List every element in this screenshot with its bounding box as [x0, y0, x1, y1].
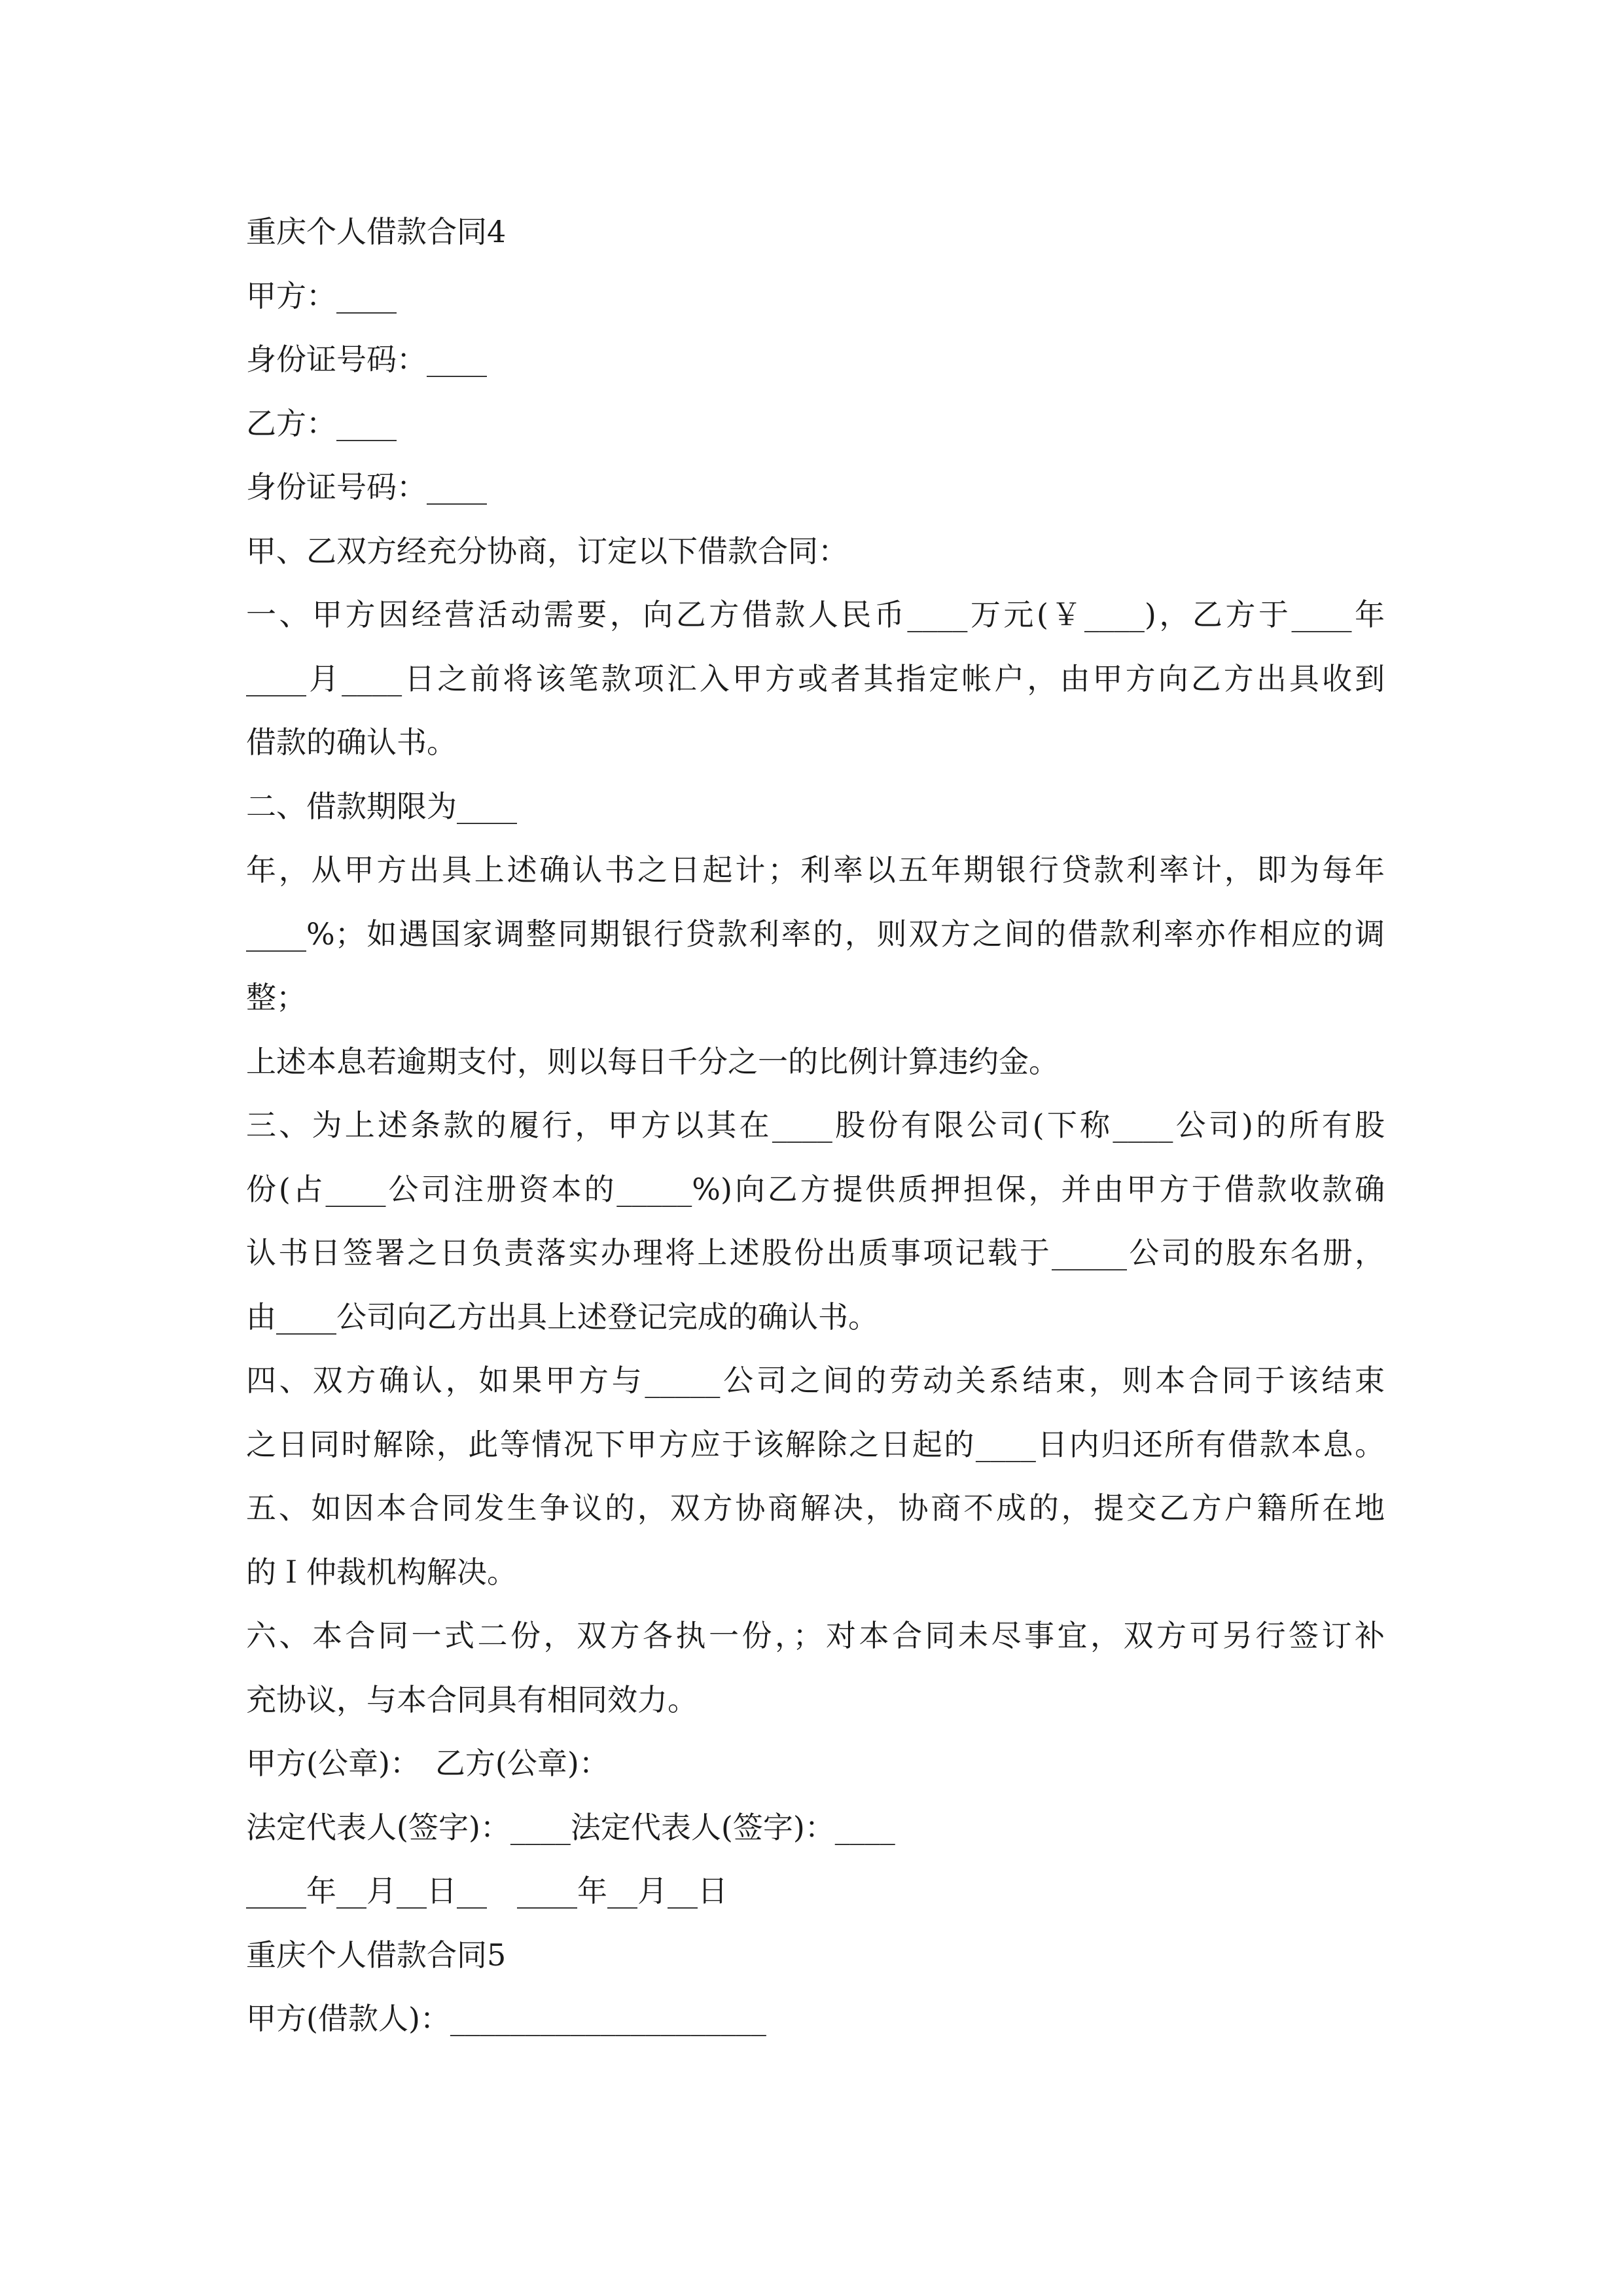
clause-3-line-2: 份(占____公司注册资本的_____%)向乙方提供质押担保，并由甲方于借款收款确	[246, 1171, 1385, 1207]
clause-1-line-1: 一、甲方因经营活动需要，向乙方借款人民币____万元(￥____)，乙方于____年	[246, 597, 1385, 632]
clause-2-line-4: 整；	[246, 980, 306, 1015]
party-b-id-line: 身份证号码：____	[246, 469, 487, 505]
contract-title-4: 重庆个人借款合同4	[246, 214, 507, 249]
clause-3-line-3: 认书日签署之日负责落实办理将上述股份出质事项记载于_____公司的股东名册，	[246, 1235, 1385, 1270]
contract-title-5: 重庆个人借款合同5	[246, 1937, 507, 1973]
seal-line: 甲方(公章)： 乙方(公章)：	[246, 1746, 609, 1781]
clause-4-line-1: 四、双方确认，如果甲方与_____公司之间的劳动关系结束，则本合同于该结束	[246, 1363, 1385, 1398]
signature-line: 法定代表人(签字)：____法定代表人(签字)：____	[246, 1809, 895, 1845]
clause-3-line-4: 由____公司向乙方出具上述登记完成的确认书。	[246, 1299, 878, 1335]
clause-1-line-3: 借款的确认书。	[246, 725, 457, 760]
clause-5-line-1: 五、如因本合同发生争议的，双方协商解决，协商不成的，提交乙方户籍所在地	[246, 1490, 1385, 1526]
clause-4-line-2: 之日同时解除，此等情况下甲方应于该解除之日起的____日内归还所有借款本息。	[246, 1426, 1385, 1462]
clause-2-line-3: ____%；如遇国家调整同期银行贷款利率的，则双方之间的借款利率亦作相应的调	[246, 916, 1385, 952]
intro-line: 甲、乙双方经充分协商，订定以下借款合同：	[246, 533, 848, 569]
clause-3-line-1: 三、为上述条款的履行，甲方以其在____股份有限公司(下称____公司)的所有股	[246, 1107, 1385, 1143]
party-a-name-line: 甲方：____	[246, 278, 397, 314]
penalty-line: 上述本息若逾期支付，则以每日千分之一的比例计算违约金。	[246, 1043, 1059, 1079]
borrower-line: 甲方(借款人)：_____________________	[246, 2001, 766, 2036]
clause-2-line-1: 二、借款期限为____	[246, 788, 517, 824]
contract-text-block	[246, 200, 1385, 2051]
party-a-id-line: 身份证号码：____	[246, 342, 487, 377]
clause-6-line-1: 六、本合同一式二份，双方各执一份，；对本合同未尽事宜，双方可另行签订补	[246, 1618, 1385, 1653]
date-line: ____年__月__日__ ____年__月__日	[246, 1873, 728, 1909]
clause-6-line-2: 充协议，与本合同具有相同效力。	[246, 1681, 698, 1717]
party-b-name-line: 乙方：____	[246, 405, 397, 441]
clause-1-line-2: ____月____日之前将该笔款项汇入甲方或者其指定帐户，由甲方向乙方出具收到	[246, 660, 1385, 696]
clause-2-line-2: 年，从甲方出具上述确认书之日起计；利率以五年期银行贷款利率计，即为每年	[246, 852, 1385, 888]
clause-5-line-2: 的Ｉ仲裁机构解决。	[246, 1554, 517, 1590]
